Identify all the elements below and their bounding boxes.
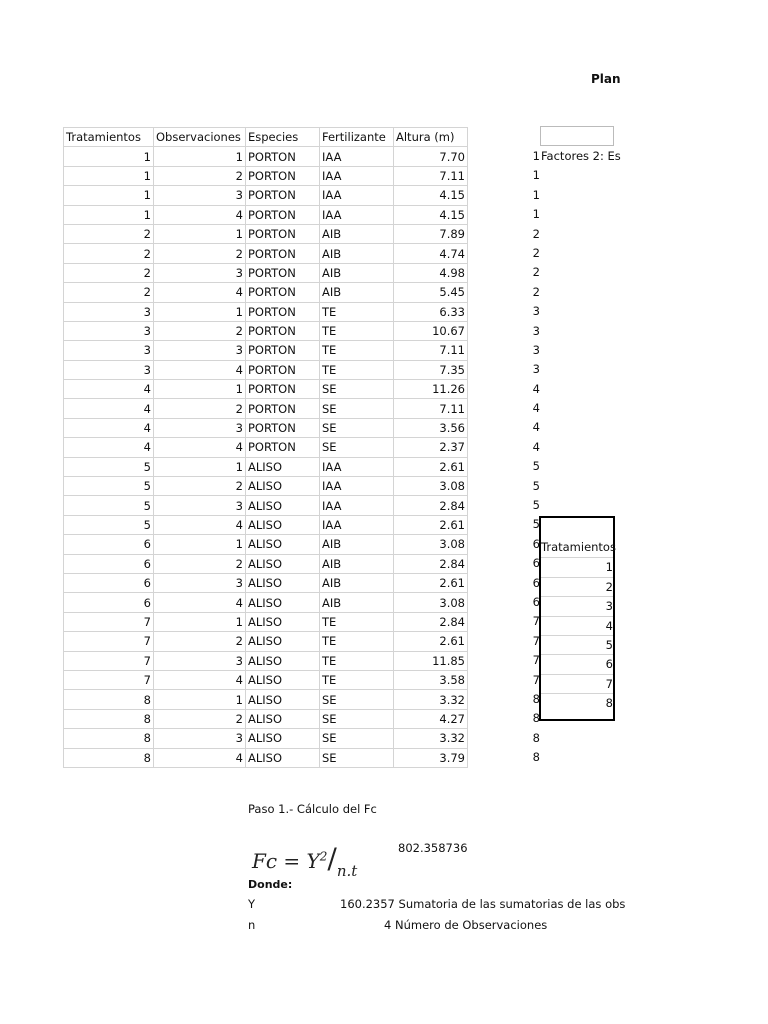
cell-tratamiento[interactable]: 3 xyxy=(64,302,154,321)
cell-altura[interactable]: 6.33 xyxy=(394,302,468,321)
cell-especie[interactable]: PORTON xyxy=(246,341,320,360)
data-table xyxy=(63,127,468,768)
cell-fertilizante[interactable]: TE xyxy=(320,341,394,360)
side-cell[interactable]: 3 xyxy=(532,342,540,357)
cell-especie[interactable]: ALISO xyxy=(246,515,320,534)
table-row xyxy=(64,748,468,767)
side-cell[interactable]: 2 xyxy=(532,265,540,280)
cell-fertilizante[interactable]: TE xyxy=(320,670,394,689)
cell-altura[interactable]: 2.37 xyxy=(394,438,468,457)
cell-fertilizante[interactable]: SE xyxy=(320,418,394,437)
table-row xyxy=(64,651,468,670)
cell-tratamiento[interactable]: 3 xyxy=(64,321,154,340)
table-row xyxy=(64,612,468,631)
cell-altura[interactable]: 3.79 xyxy=(394,748,468,767)
cell-tratamiento[interactable]: 6 xyxy=(64,535,154,554)
cell-observacion[interactable]: 4 xyxy=(154,438,246,457)
cell-fertilizante[interactable]: TE xyxy=(320,360,394,379)
side-cell[interactable]: 3 xyxy=(532,323,540,338)
cell-especie[interactable]: ALISO xyxy=(246,612,320,631)
cell-fertilizante[interactable]: IAA xyxy=(320,166,394,185)
cell-tratamiento[interactable]: 6 xyxy=(64,573,154,592)
table-row xyxy=(64,515,468,534)
cell-fertilizante[interactable]: TE xyxy=(320,651,394,670)
cell-tratamiento[interactable]: 4 xyxy=(64,438,154,457)
y-row[interactable] xyxy=(340,897,625,911)
cell-fertilizante[interactable]: IAA xyxy=(320,186,394,205)
cell-tratamiento[interactable]: 2 xyxy=(64,244,154,263)
cell-altura[interactable]: 2.61 xyxy=(394,573,468,592)
cell-altura[interactable]: 11.85 xyxy=(394,651,468,670)
cell-tratamiento[interactable]: 2 xyxy=(64,224,154,243)
cell-observacion[interactable]: 2 xyxy=(154,477,246,496)
cell-altura[interactable]: 3.08 xyxy=(394,477,468,496)
cell-observacion[interactable]: 1 xyxy=(154,612,246,631)
y-value: 160.2357 xyxy=(340,897,395,911)
cell-altura[interactable]: 4.74 xyxy=(394,244,468,263)
cell-especie[interactable]: PORTON xyxy=(246,360,320,379)
side-cell[interactable]: 8 xyxy=(532,711,540,726)
cell-especie[interactable]: PORTON xyxy=(246,205,320,224)
table-row xyxy=(64,670,468,689)
tratamiento-item[interactable]: 5 xyxy=(541,635,613,654)
table-row xyxy=(64,186,468,205)
table-row xyxy=(64,147,468,166)
header-observaciones[interactable]: Observaciones xyxy=(154,128,246,147)
cell-observacion[interactable]: 2 xyxy=(154,399,246,418)
cell-observacion[interactable]: 3 xyxy=(154,729,246,748)
cell-tratamiento[interactable]: 7 xyxy=(64,632,154,651)
cell-especie[interactable]: ALISO xyxy=(246,593,320,612)
cell-observacion[interactable]: 1 xyxy=(154,457,246,476)
cell-observacion[interactable]: 2 xyxy=(154,321,246,340)
cell-especie[interactable]: ALISO xyxy=(246,729,320,748)
table-row xyxy=(64,477,468,496)
cell-fertilizante[interactable]: AIB xyxy=(320,535,394,554)
side-cell[interactable]: 3 xyxy=(532,362,540,377)
side-cell[interactable]: 1 xyxy=(532,207,540,222)
cell-tratamiento[interactable]: 7 xyxy=(64,670,154,689)
cell-fertilizante[interactable]: SE xyxy=(320,709,394,728)
cell-especie[interactable]: ALISO xyxy=(246,573,320,592)
cell-fertilizante[interactable]: TE xyxy=(320,302,394,321)
cell-especie[interactable]: ALISO xyxy=(246,632,320,651)
table-row xyxy=(64,573,468,592)
table-body xyxy=(64,147,468,768)
cell-tratamiento[interactable]: 5 xyxy=(64,515,154,534)
cell-especie[interactable]: PORTON xyxy=(246,283,320,302)
cell-especie[interactable]: PORTON xyxy=(246,418,320,437)
side-cell[interactable]: 3 xyxy=(532,304,540,319)
table-row xyxy=(64,593,468,612)
cell-tratamiento[interactable]: 4 xyxy=(64,380,154,399)
tratamiento-item[interactable]: 6 xyxy=(541,654,613,673)
side-cell[interactable]: 6 xyxy=(532,556,540,571)
donde-label: Donde: xyxy=(248,878,293,891)
side-cell[interactable]: 7 xyxy=(532,614,540,629)
cell-fertilizante[interactable]: IAA xyxy=(320,205,394,224)
table-row xyxy=(64,690,468,709)
cell-tratamiento[interactable]: 5 xyxy=(64,496,154,515)
cell-altura[interactable]: 7.11 xyxy=(394,399,468,418)
cell-observacion[interactable]: 2 xyxy=(154,244,246,263)
cell-fertilizante[interactable]: SE xyxy=(320,690,394,709)
cell-especie[interactable]: ALISO xyxy=(246,457,320,476)
tratamiento-item[interactable]: 2 xyxy=(541,577,613,596)
table-row xyxy=(64,205,468,224)
cell-fertilizante[interactable]: TE xyxy=(320,321,394,340)
side-cell[interactable]: 5 xyxy=(532,517,540,532)
cell-tratamiento[interactable]: 6 xyxy=(64,593,154,612)
cell-especie[interactable]: ALISO xyxy=(246,535,320,554)
fc-value[interactable]: 802.358736 xyxy=(398,841,468,855)
cell-especie[interactable]: ALISO xyxy=(246,670,320,689)
cell-altura[interactable]: 7.11 xyxy=(394,341,468,360)
cell-tratamiento[interactable]: 7 xyxy=(64,612,154,631)
n-description: Número de Observaciones xyxy=(394,918,548,932)
tratamientos-list xyxy=(541,538,616,713)
n-value: 4 xyxy=(384,918,392,932)
n-row[interactable] xyxy=(384,918,547,932)
side-cell[interactable]: 7 xyxy=(532,672,540,687)
cell-especie[interactable]: PORTON xyxy=(246,186,320,205)
cell-altura[interactable]: 2.84 xyxy=(394,554,468,573)
table-row xyxy=(64,224,468,243)
cell-tratamiento[interactable]: 8 xyxy=(64,729,154,748)
cell-observacion[interactable]: 1 xyxy=(154,147,246,166)
side-cell[interactable]: 8 xyxy=(532,750,540,765)
tratamiento-item[interactable]: 7 xyxy=(541,674,613,693)
tratamientos-header[interactable]: Tratamientos xyxy=(541,540,616,554)
cell-observacion[interactable]: 1 xyxy=(154,380,246,399)
header-fertilizante[interactable]: Fertilizante xyxy=(320,128,394,147)
table-row xyxy=(64,302,468,321)
side-cell[interactable]: 7 xyxy=(532,633,540,648)
cell-tratamiento[interactable]: 1 xyxy=(64,166,154,185)
cell-especie[interactable]: PORTON xyxy=(246,399,320,418)
empty-cell-box[interactable] xyxy=(540,126,614,146)
cell-especie[interactable]: ALISO xyxy=(246,496,320,515)
header-especies[interactable]: Especies xyxy=(246,128,320,147)
cell-observacion[interactable]: 4 xyxy=(154,670,246,689)
table-header-row xyxy=(64,128,468,147)
n-label: n xyxy=(248,918,256,932)
table-row xyxy=(64,244,468,263)
side-cell[interactable]: 7 xyxy=(532,653,540,668)
cell-altura[interactable]: 10.67 xyxy=(394,321,468,340)
cell-tratamiento[interactable]: 3 xyxy=(64,341,154,360)
sheet-title: Plan xyxy=(591,72,621,86)
cell-altura[interactable]: 3.08 xyxy=(394,535,468,554)
cell-fertilizante[interactable]: SE xyxy=(320,399,394,418)
table-row xyxy=(64,632,468,651)
cell-especie[interactable]: PORTON xyxy=(246,224,320,243)
side-cell[interactable]: 4 xyxy=(532,381,540,396)
side-cell[interactable]: 5 xyxy=(532,459,540,474)
cell-tratamiento[interactable]: 2 xyxy=(64,283,154,302)
cell-especie[interactable]: ALISO xyxy=(246,748,320,767)
cell-tratamiento[interactable]: 1 xyxy=(64,186,154,205)
cell-observacion[interactable]: 4 xyxy=(154,515,246,534)
cell-altura[interactable]: 2.84 xyxy=(394,496,468,515)
cell-altura[interactable]: 3.58 xyxy=(394,670,468,689)
cell-altura[interactable]: 2.61 xyxy=(394,515,468,534)
cell-observacion[interactable]: 2 xyxy=(154,709,246,728)
cell-altura[interactable]: 2.61 xyxy=(394,457,468,476)
cell-fertilizante[interactable]: AIB xyxy=(320,283,394,302)
cell-fertilizante[interactable]: SE xyxy=(320,729,394,748)
cell-altura[interactable]: 4.27 xyxy=(394,709,468,728)
table-row xyxy=(64,399,468,418)
side-cell[interactable]: 2 xyxy=(532,245,540,260)
tratamiento-item[interactable]: 8 xyxy=(541,693,613,712)
side-cell[interactable]: 2 xyxy=(532,284,540,299)
y-description: Sumatoria de las sumatorias de las obs xyxy=(398,897,626,911)
formula-denominator: n.t xyxy=(336,862,358,880)
tratamiento-item[interactable]: 1 xyxy=(541,557,613,576)
cell-altura[interactable]: 3.32 xyxy=(394,729,468,748)
cell-altura[interactable]: 2.61 xyxy=(394,632,468,651)
cell-fertilizante[interactable]: IAA xyxy=(320,147,394,166)
cell-altura[interactable]: 7.70 xyxy=(394,147,468,166)
cell-altura[interactable]: 5.45 xyxy=(394,283,468,302)
cell-altura[interactable]: 3.08 xyxy=(394,593,468,612)
cell-especie[interactable]: PORTON xyxy=(246,380,320,399)
cell-observacion[interactable]: 4 xyxy=(154,205,246,224)
table-row xyxy=(64,341,468,360)
cell-tratamiento[interactable]: 5 xyxy=(64,477,154,496)
formula-exponent: 2 xyxy=(319,849,328,864)
cell-observacion[interactable]: 4 xyxy=(154,283,246,302)
y-label: Y xyxy=(248,897,256,911)
formula-lhs: Fc = Y xyxy=(252,849,320,873)
cell-fertilizante[interactable]: IAA xyxy=(320,457,394,476)
cell-observacion[interactable]: 3 xyxy=(154,263,246,282)
tratamiento-item[interactable]: 4 xyxy=(541,616,613,635)
table-row xyxy=(64,496,468,515)
cell-fertilizante[interactable]: IAA xyxy=(320,515,394,534)
side-cell[interactable]: 1 xyxy=(532,187,540,202)
header-altura[interactable]: Altura (m) xyxy=(394,128,468,147)
cell-observacion[interactable]: 1 xyxy=(154,690,246,709)
cell-observacion[interactable]: 3 xyxy=(154,186,246,205)
side-cell[interactable]: 6 xyxy=(532,536,540,551)
cell-tratamiento[interactable]: 8 xyxy=(64,709,154,728)
table-row xyxy=(64,166,468,185)
cell-fertilizante[interactable]: TE xyxy=(320,632,394,651)
cell-especie[interactable]: ALISO xyxy=(246,651,320,670)
table-row xyxy=(64,709,468,728)
cell-observacion[interactable]: 1 xyxy=(154,224,246,243)
cell-especie[interactable]: PORTON xyxy=(246,244,320,263)
paso1-title: Paso 1.- Cálculo del Fc xyxy=(248,802,377,816)
side-tratamiento-column xyxy=(505,147,540,768)
table-row xyxy=(64,360,468,379)
cell-fertilizante[interactable]: AIB xyxy=(320,593,394,612)
cell-especie[interactable]: PORTON xyxy=(246,166,320,185)
cell-altura[interactable]: 4.98 xyxy=(394,263,468,282)
cell-altura[interactable]: 7.35 xyxy=(394,360,468,379)
table-row xyxy=(64,418,468,437)
cell-tratamiento[interactable]: 4 xyxy=(64,399,154,418)
cell-altura[interactable]: 2.84 xyxy=(394,612,468,631)
cell-especie[interactable]: ALISO xyxy=(246,477,320,496)
cell-especie[interactable]: ALISO xyxy=(246,709,320,728)
cell-fertilizante[interactable]: SE xyxy=(320,438,394,457)
cell-observacion[interactable]: 4 xyxy=(154,748,246,767)
side-cell[interactable]: 5 xyxy=(532,498,540,513)
table-row xyxy=(64,535,468,554)
fc-formula: $Fc = Y^2/_{n.t}$ xyxy=(252,842,358,880)
cell-fertilizante[interactable]: SE xyxy=(320,748,394,767)
cell-observacion[interactable]: 4 xyxy=(154,360,246,379)
cell-tratamiento[interactable]: 8 xyxy=(64,748,154,767)
cell-tratamiento[interactable]: 6 xyxy=(64,554,154,573)
cell-altura[interactable]: 7.89 xyxy=(394,224,468,243)
side-cell[interactable]: 8 xyxy=(532,691,540,706)
cell-fertilizante[interactable]: IAA xyxy=(320,477,394,496)
cell-tratamiento[interactable]: 8 xyxy=(64,690,154,709)
cell-especie[interactable]: PORTON xyxy=(246,302,320,321)
cell-altura[interactable]: 4.15 xyxy=(394,205,468,224)
side-cell[interactable]: 4 xyxy=(532,439,540,454)
cell-fertilizante[interactable]: AIB xyxy=(320,224,394,243)
table-row xyxy=(64,321,468,340)
table-row xyxy=(64,438,468,457)
cell-tratamiento[interactable]: 1 xyxy=(64,147,154,166)
side-cell[interactable]: 4 xyxy=(532,420,540,435)
cell-especie[interactable]: ALISO xyxy=(246,554,320,573)
cell-altura[interactable]: 3.56 xyxy=(394,418,468,437)
table-row xyxy=(64,263,468,282)
side-cell[interactable]: 5 xyxy=(532,478,540,493)
cell-tratamiento[interactable]: 4 xyxy=(64,418,154,437)
side-cell[interactable]: 2 xyxy=(532,226,540,241)
table-row xyxy=(64,283,468,302)
cell-observacion[interactable]: 3 xyxy=(154,573,246,592)
cell-observacion[interactable]: 4 xyxy=(154,593,246,612)
cell-tratamiento[interactable]: 7 xyxy=(64,651,154,670)
cell-altura[interactable]: 11.26 xyxy=(394,380,468,399)
cell-observacion[interactable]: 1 xyxy=(154,535,246,554)
side-cell[interactable]: 6 xyxy=(532,575,540,590)
cell-especie[interactable]: PORTON xyxy=(246,263,320,282)
cell-observacion[interactable]: 1 xyxy=(154,302,246,321)
table-row xyxy=(64,554,468,573)
cell-fertilizante[interactable]: AIB xyxy=(320,263,394,282)
table-row xyxy=(64,729,468,748)
cell-tratamiento[interactable]: 3 xyxy=(64,360,154,379)
side-cell[interactable]: 8 xyxy=(532,730,540,745)
cell-fertilizante[interactable]: SE xyxy=(320,380,394,399)
cell-observacion[interactable]: 2 xyxy=(154,632,246,651)
cell-fertilizante[interactable]: AIB xyxy=(320,573,394,592)
cell-observacion[interactable]: 3 xyxy=(154,418,246,437)
cell-especie[interactable]: PORTON xyxy=(246,147,320,166)
side-cell[interactable]: 4 xyxy=(532,401,540,416)
side-cell[interactable]: 6 xyxy=(532,594,540,609)
cell-observacion[interactable]: 3 xyxy=(154,651,246,670)
cell-altura[interactable]: 4.15 xyxy=(394,186,468,205)
cell-altura[interactable]: 3.32 xyxy=(394,690,468,709)
factores-label[interactable]: Factores 2: Es xyxy=(541,149,621,163)
side-cell[interactable]: 1 xyxy=(532,168,540,183)
cell-observacion[interactable]: 2 xyxy=(154,166,246,185)
side-cell[interactable]: 1 xyxy=(532,149,540,163)
cell-fertilizante[interactable]: AIB xyxy=(320,554,394,573)
tratamiento-item[interactable]: 3 xyxy=(541,596,613,615)
cell-especie[interactable]: PORTON xyxy=(246,321,320,340)
cell-fertilizante[interactable]: AIB xyxy=(320,244,394,263)
table-row xyxy=(64,380,468,399)
cell-fertilizante[interactable]: TE xyxy=(320,612,394,631)
cell-tratamiento[interactable]: 1 xyxy=(64,205,154,224)
cell-especie[interactable]: ALISO xyxy=(246,690,320,709)
cell-especie[interactable]: PORTON xyxy=(246,438,320,457)
table-row xyxy=(64,457,468,476)
cell-fertilizante[interactable]: IAA xyxy=(320,496,394,515)
cell-observacion[interactable]: 2 xyxy=(154,554,246,573)
header-tratamientos[interactable]: Tratamientos xyxy=(64,128,154,147)
cell-observacion[interactable]: 3 xyxy=(154,341,246,360)
cell-tratamiento[interactable]: 2 xyxy=(64,263,154,282)
cell-altura[interactable]: 7.11 xyxy=(394,166,468,185)
cell-tratamiento[interactable]: 5 xyxy=(64,457,154,476)
cell-observacion[interactable]: 3 xyxy=(154,496,246,515)
